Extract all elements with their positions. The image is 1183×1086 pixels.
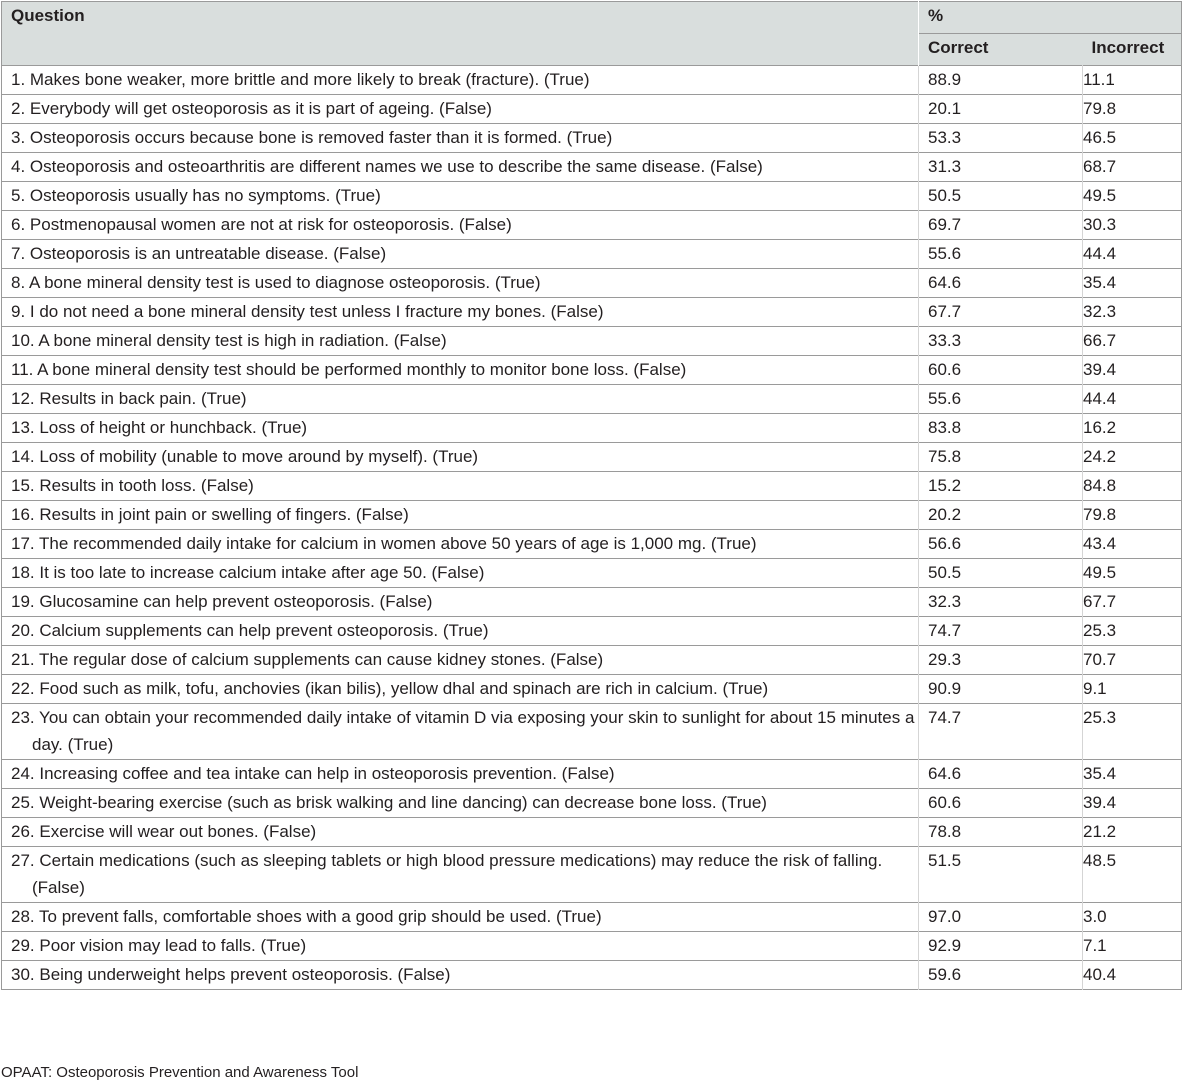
incorrect-cell: 79.8 xyxy=(1083,95,1182,124)
table-row xyxy=(2,211,1182,240)
table-row xyxy=(2,269,1182,298)
question-text: 3. Osteoporosis occurs because bone is removed faster than it is formed. (True) xyxy=(11,128,613,147)
correct-cell: 78.8 xyxy=(919,818,1083,847)
incorrect-cell: 9.1 xyxy=(1083,675,1182,704)
question-text: 7. Osteoporosis is an untreatable disease. (False) xyxy=(11,244,387,263)
incorrect-cell: 79.8 xyxy=(1083,501,1182,530)
question-cell xyxy=(2,818,919,847)
table-row xyxy=(2,240,1182,269)
question-cell xyxy=(2,211,919,240)
table-row xyxy=(2,356,1182,385)
table-row xyxy=(2,66,1182,95)
incorrect-cell: 7.1 xyxy=(1083,932,1182,961)
incorrect-cell: 67.7 xyxy=(1083,588,1182,617)
table-body xyxy=(2,66,1182,990)
question-text: 4. Osteoporosis and osteoarthritis are different names we use to describe the same disease. (False) xyxy=(11,157,763,176)
table-row xyxy=(2,646,1182,675)
question-cell xyxy=(2,124,919,153)
incorrect-cell: 40.4 xyxy=(1083,961,1182,990)
question-text: 6. Postmenopausal women are not at risk for osteoporosis. (False) xyxy=(11,215,512,234)
question-text: 28. To prevent falls, comfortable shoes with a good grip should be used. (True) xyxy=(11,907,602,926)
table-row xyxy=(2,588,1182,617)
question-cell xyxy=(2,704,919,760)
question-cell xyxy=(2,675,919,704)
question-cell xyxy=(2,356,919,385)
question-text: 21. The regular dose of calcium supplements can cause kidney stones. (False) xyxy=(11,650,604,669)
question-text: 30. Being underweight helps prevent osteoporosis. (False) xyxy=(11,965,451,984)
correct-cell: 97.0 xyxy=(919,903,1083,932)
table-row xyxy=(2,298,1182,327)
question-cell xyxy=(2,760,919,789)
question-text: 18. It is too late to increase calcium intake after age 50. (False) xyxy=(11,563,485,582)
table-row xyxy=(2,414,1182,443)
table-row xyxy=(2,818,1182,847)
question-cell xyxy=(2,269,919,298)
table-row xyxy=(2,153,1182,182)
table-row xyxy=(2,501,1182,530)
question-cell xyxy=(2,153,919,182)
correct-cell: 20.2 xyxy=(919,501,1083,530)
table-row xyxy=(2,443,1182,472)
correct-cell: 60.6 xyxy=(919,356,1083,385)
question-text: 13. Loss of height or hunchback. (True) xyxy=(11,418,308,437)
footnote: OPAAT: Osteoporosis Prevention and Awareness Tool xyxy=(1,1064,359,1081)
table-row xyxy=(2,530,1182,559)
correct-cell: 88.9 xyxy=(919,66,1083,95)
correct-cell: 83.8 xyxy=(919,414,1083,443)
question-cell xyxy=(2,95,919,124)
incorrect-cell: 25.3 xyxy=(1083,617,1182,646)
correct-cell: 75.8 xyxy=(919,443,1083,472)
table-row xyxy=(2,559,1182,588)
incorrect-cell: 21.2 xyxy=(1083,818,1182,847)
question-cell xyxy=(2,385,919,414)
question-cell xyxy=(2,501,919,530)
question-text: 1. Makes bone weaker, more brittle and more likely to break (fracture). (True) xyxy=(11,70,590,89)
incorrect-cell: 68.7 xyxy=(1083,153,1182,182)
table-row xyxy=(2,95,1182,124)
table-row xyxy=(2,675,1182,704)
question-text: 29. Poor vision may lead to falls. (True) xyxy=(11,936,307,955)
correct-cell: 74.7 xyxy=(919,704,1083,760)
correct-cell: 59.6 xyxy=(919,961,1083,990)
table-row xyxy=(2,932,1182,961)
table-row xyxy=(2,789,1182,818)
correct-cell: 29.3 xyxy=(919,646,1083,675)
incorrect-cell: 70.7 xyxy=(1083,646,1182,675)
question-text: 22. Food such as milk, tofu, anchovies (ikan bilis), yellow dhal and spinach are rich in calcium. (True) xyxy=(11,679,769,698)
table-row xyxy=(2,847,1182,903)
correct-cell: 60.6 xyxy=(919,789,1083,818)
question-cell xyxy=(2,443,919,472)
table-row xyxy=(2,472,1182,501)
correct-cell: 67.7 xyxy=(919,298,1083,327)
question-cell xyxy=(2,789,919,818)
correct-cell: 20.1 xyxy=(919,95,1083,124)
question-cell xyxy=(2,66,919,95)
question-text: 14. Loss of mobility (unable to move around by myself). (True) xyxy=(11,447,479,466)
incorrect-cell: 44.4 xyxy=(1083,385,1182,414)
question-text: 23. You can obtain your recommended daily intake of vitamin D via exposing your skin to sunlight for about 15 minutes a day. (True) xyxy=(11,708,915,754)
incorrect-cell: 32.3 xyxy=(1083,298,1182,327)
incorrect-cell: 46.5 xyxy=(1083,124,1182,153)
table-row xyxy=(2,327,1182,356)
question-cell xyxy=(2,414,919,443)
question-text: 27. Certain medications (such as sleeping tablets or high blood pressure medications) may reduce the risk of falling. (False) xyxy=(11,851,883,897)
table-row xyxy=(2,760,1182,789)
table-row xyxy=(2,124,1182,153)
correct-cell: 53.3 xyxy=(919,124,1083,153)
question-text: 11. A bone mineral density test should be performed monthly to monitor bone loss. (False) xyxy=(11,360,687,379)
question-cell xyxy=(2,617,919,646)
question-cell xyxy=(2,559,919,588)
correct-cell: 64.6 xyxy=(919,269,1083,298)
question-text: 8. A bone mineral density test is used to diagnose osteoporosis. (True) xyxy=(11,273,541,292)
question-cell xyxy=(2,847,919,903)
table-row xyxy=(2,961,1182,990)
incorrect-cell: 24.2 xyxy=(1083,443,1182,472)
correct-cell: 64.6 xyxy=(919,760,1083,789)
incorrect-cell: 35.4 xyxy=(1083,760,1182,789)
incorrect-cell: 39.4 xyxy=(1083,789,1182,818)
question-cell xyxy=(2,298,919,327)
question-cell xyxy=(2,530,919,559)
question-text: 26. Exercise will wear out bones. (False) xyxy=(11,822,317,841)
incorrect-cell: 49.5 xyxy=(1083,182,1182,211)
header-percent: % xyxy=(919,2,1182,34)
correct-cell: 56.6 xyxy=(919,530,1083,559)
question-cell xyxy=(2,932,919,961)
question-text: 12. Results in back pain. (True) xyxy=(11,389,247,408)
correct-cell: 92.9 xyxy=(919,932,1083,961)
table-row xyxy=(2,704,1182,760)
incorrect-cell: 39.4 xyxy=(1083,356,1182,385)
results-table xyxy=(1,1,1182,990)
correct-cell: 90.9 xyxy=(919,675,1083,704)
incorrect-cell: 11.1 xyxy=(1083,66,1182,95)
question-text: 9. I do not need a bone mineral density test unless I fracture my bones. (False) xyxy=(11,302,604,321)
incorrect-cell: 3.0 xyxy=(1083,903,1182,932)
incorrect-cell: 16.2 xyxy=(1083,414,1182,443)
incorrect-cell: 48.5 xyxy=(1083,847,1182,903)
incorrect-cell: 66.7 xyxy=(1083,327,1182,356)
correct-cell: 32.3 xyxy=(919,588,1083,617)
header-incorrect: Incorrect xyxy=(1083,34,1182,66)
question-text: 10. A bone mineral density test is high in radiation. (False) xyxy=(11,331,447,350)
correct-cell: 31.3 xyxy=(919,153,1083,182)
correct-cell: 50.5 xyxy=(919,182,1083,211)
incorrect-cell: 35.4 xyxy=(1083,269,1182,298)
question-text: 5. Osteoporosis usually has no symptoms. (True) xyxy=(11,186,381,205)
correct-cell: 33.3 xyxy=(919,327,1083,356)
incorrect-cell: 25.3 xyxy=(1083,704,1182,760)
question-cell xyxy=(2,472,919,501)
table-row xyxy=(2,903,1182,932)
table-row xyxy=(2,617,1182,646)
incorrect-cell: 30.3 xyxy=(1083,211,1182,240)
question-cell xyxy=(2,903,919,932)
question-text: 15. Results in tooth loss. (False) xyxy=(11,476,254,495)
correct-cell: 69.7 xyxy=(919,211,1083,240)
question-cell xyxy=(2,646,919,675)
question-text: 19. Glucosamine can help prevent osteoporosis. (False) xyxy=(11,592,433,611)
header-question: Question xyxy=(2,2,919,66)
incorrect-cell: 49.5 xyxy=(1083,559,1182,588)
question-cell xyxy=(2,327,919,356)
question-text: 20. Calcium supplements can help prevent osteoporosis. (True) xyxy=(11,621,489,640)
incorrect-cell: 84.8 xyxy=(1083,472,1182,501)
correct-cell: 51.5 xyxy=(919,847,1083,903)
incorrect-cell: 44.4 xyxy=(1083,240,1182,269)
question-text: 24. Increasing coffee and tea intake can help in osteoporosis prevention. (False) xyxy=(11,764,615,783)
table-row xyxy=(2,182,1182,211)
correct-cell: 50.5 xyxy=(919,559,1083,588)
table-row xyxy=(2,385,1182,414)
question-cell xyxy=(2,240,919,269)
question-cell xyxy=(2,961,919,990)
correct-cell: 15.2 xyxy=(919,472,1083,501)
correct-cell: 55.6 xyxy=(919,240,1083,269)
question-text: 17. The recommended daily intake for calcium in women above 50 years of age is 1,000 mg. (True) xyxy=(11,534,757,553)
correct-cell: 74.7 xyxy=(919,617,1083,646)
question-cell xyxy=(2,182,919,211)
question-cell xyxy=(2,588,919,617)
incorrect-cell: 43.4 xyxy=(1083,530,1182,559)
correct-cell: 55.6 xyxy=(919,385,1083,414)
header-correct: Correct xyxy=(919,34,1083,66)
question-text: 2. Everybody will get osteoporosis as it is part of ageing. (False) xyxy=(11,99,492,118)
header-row-top xyxy=(2,2,1182,34)
question-text: 16. Results in joint pain or swelling of fingers. (False) xyxy=(11,505,409,524)
question-text: 25. Weight-bearing exercise (such as brisk walking and line dancing) can decrease bone loss. (True) xyxy=(11,793,767,812)
